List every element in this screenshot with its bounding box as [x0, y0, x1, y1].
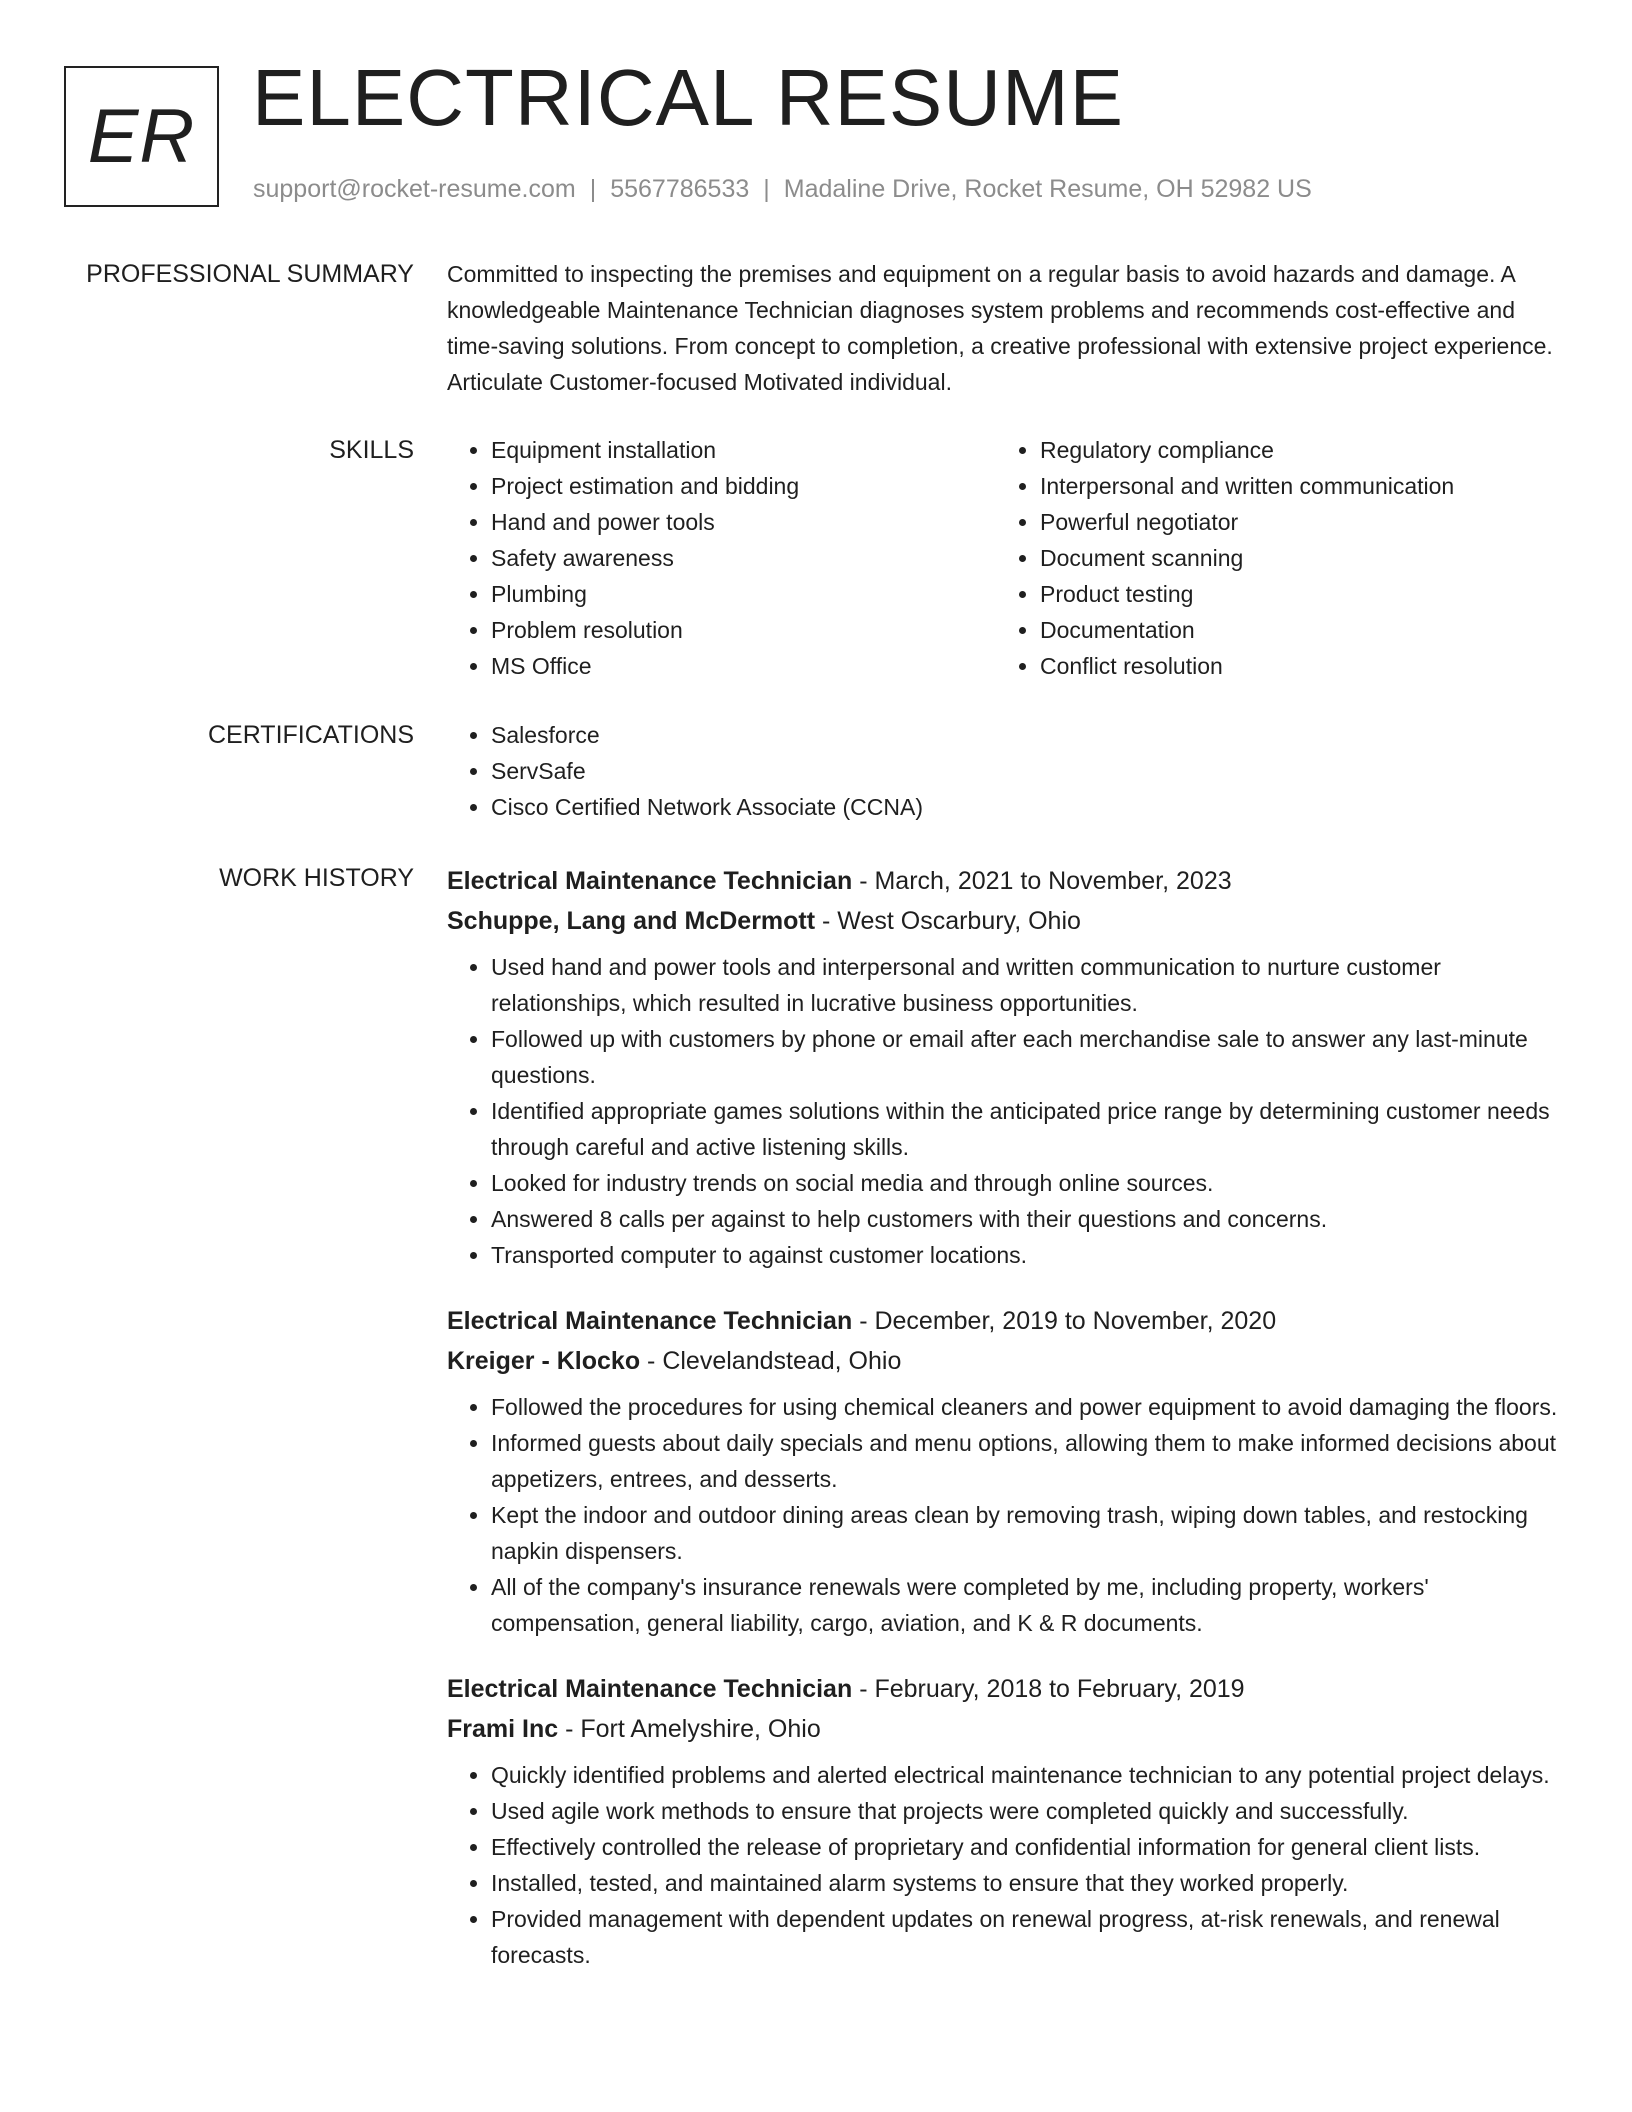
skill-item: • Conflict resolution [1040, 648, 1609, 684]
job-entry [447, 861, 1565, 1273]
contact-separator: | [589, 175, 597, 203]
skills-list-right [996, 432, 1609, 684]
job-title: Electrical Maintenance Technician [447, 1307, 853, 1335]
skill-item: • Project estimation and bidding [491, 468, 996, 504]
job-bullet: • Installed, tested, and maintained alarm systems to ensure that they worked properly. [491, 1865, 1565, 1901]
certifications-body [447, 717, 1565, 825]
skill-item: • Hand and power tools [491, 504, 996, 540]
certifications-heading: CERTIFICATIONS [207, 721, 414, 749]
certification-item: • ServSafe [491, 753, 1565, 789]
contact-line [253, 175, 1312, 204]
job-bullet: • Quickly identified problems and alerted electrical maintenance technician to any potential project delays. [491, 1757, 1565, 1793]
job-location: - Fort Amelyshire, Ohio [558, 1715, 821, 1743]
job-company-line [447, 901, 1565, 941]
skill-item: • Document scanning [1040, 540, 1609, 576]
skill-item: • Plumbing [491, 576, 996, 612]
job-bullet-list [447, 1389, 1565, 1641]
job-bullet-list [447, 1757, 1565, 1973]
job-title: Electrical Maintenance Technician [447, 867, 853, 895]
skill-item: • Equipment installation [491, 432, 996, 468]
job-bullet: • Looked for industry trends on social media and through online sources. [491, 1165, 1565, 1201]
job-bullet: • Informed guests about daily specials and menu options, allowing them to make informed decisions about appetizers, entrees, and desserts. [491, 1425, 1565, 1497]
job-bullet: • Used hand and power tools and interpersonal and written communication to nurture customer relationships, which resulted in lucrative business opportunities. [491, 949, 1565, 1021]
job-bullet: • Followed the procedures for using chemical cleaners and power equipment to avoid damaging the floors. [491, 1389, 1565, 1425]
skill-item: • Documentation [1040, 612, 1609, 648]
contact-phone[interactable]: 5567786533 [610, 175, 750, 203]
job-title-line [447, 861, 1565, 901]
job-bullet: • Followed up with customers by phone or email after each merchandise sale to answer any last-minute questions. [491, 1021, 1565, 1093]
job-bullet: • Provided management with dependent updates on renewal progress, at-risk renewals, and renewal forecasts. [491, 1901, 1565, 1973]
contact-email[interactable]: support@rocket-resume.com [253, 175, 576, 203]
contact-separator: | [763, 175, 770, 203]
certifications-list [447, 717, 1565, 825]
skill-item: • Powerful negotiator [1040, 504, 1609, 540]
job-dates: - February, 2018 to February, 2019 [852, 1675, 1245, 1703]
job-company: Schuppe, Lang and McDermott [447, 907, 816, 935]
summary-text: Committed to inspecting the premises and equipment on a regular basis to avoid hazards and damage. A knowledgeable Maintenance Technician diagnoses system problems and recommends cost-effective and time-saving solutions. From concept to completion, a creative professional with extensive project experience. Articulate Customer-focused Motivated individual. [447, 261, 1553, 395]
job-dates: - March, 2021 to November, 2023 [852, 867, 1232, 895]
job-company: Frami Inc [447, 1715, 559, 1743]
work-history-heading: WORK HISTORY [219, 864, 414, 892]
job-bullet: • All of the company's insurance renewals were completed by me, including property, workers' compensation, general liability, cargo, aviation, and K & R documents. [491, 1569, 1565, 1641]
skill-item: • Problem resolution [491, 612, 996, 648]
certification-item: • Cisco Certified Network Associate (CCNA) [491, 789, 1565, 825]
certification-item: • Salesforce [491, 717, 1565, 753]
job-bullet: • Transported computer to against customer locations. [491, 1237, 1565, 1273]
skills-list-left [447, 432, 996, 684]
job-company: Kreiger - Klocko [447, 1347, 641, 1375]
skill-item: • Product testing [1040, 576, 1609, 612]
skill-item: • Regulatory compliance [1040, 432, 1609, 468]
job-title-line [447, 1669, 1565, 1709]
skill-item: • Interpersonal and written communication [1040, 468, 1609, 504]
summary-heading: PROFESSIONAL SUMMARY [86, 260, 414, 288]
skills-heading: SKILLS [329, 436, 414, 464]
skill-item: • Safety awareness [491, 540, 996, 576]
job-location: - West Oscarbury, Ohio [815, 907, 1081, 935]
job-bullet: • Identified appropriate games solutions within the anticipated price range by determining customer needs through careful and active listening skills. [491, 1093, 1565, 1165]
job-bullet: • Effectively controlled the release of proprietary and confidential information for general client lists. [491, 1829, 1565, 1865]
job-bullet: • Used agile work methods to ensure that projects were completed quickly and successfully. [491, 1793, 1565, 1829]
job-entry [447, 1301, 1565, 1641]
job-bullet: • Kept the indoor and outdoor dining areas clean by removing trash, wiping down tables, and restocking napkin dispensers. [491, 1497, 1565, 1569]
monogram-logo [64, 66, 219, 207]
job-title: Electrical Maintenance Technician [447, 1675, 853, 1703]
job-company-line [447, 1709, 1565, 1749]
skill-item: • MS Office [491, 648, 996, 684]
job-entry [447, 1669, 1565, 1973]
job-dates: - December, 2019 to November, 2020 [852, 1307, 1277, 1335]
monogram-text: ER [87, 94, 196, 179]
skills-body [447, 432, 1565, 684]
job-bullet-list [447, 949, 1565, 1273]
job-location: - Clevelandstead, Ohio [640, 1347, 902, 1375]
contact-address: Madaline Drive, Rocket Resume, OH 52982 US [783, 175, 1312, 203]
work-history-body [447, 861, 1565, 2001]
job-bullet: • Answered 8 calls per against to help customers with their questions and concerns. [491, 1201, 1565, 1237]
resume-title: ELECTRICAL RESUME [252, 53, 1124, 142]
job-title-line [447, 1301, 1565, 1341]
job-company-line [447, 1341, 1565, 1381]
